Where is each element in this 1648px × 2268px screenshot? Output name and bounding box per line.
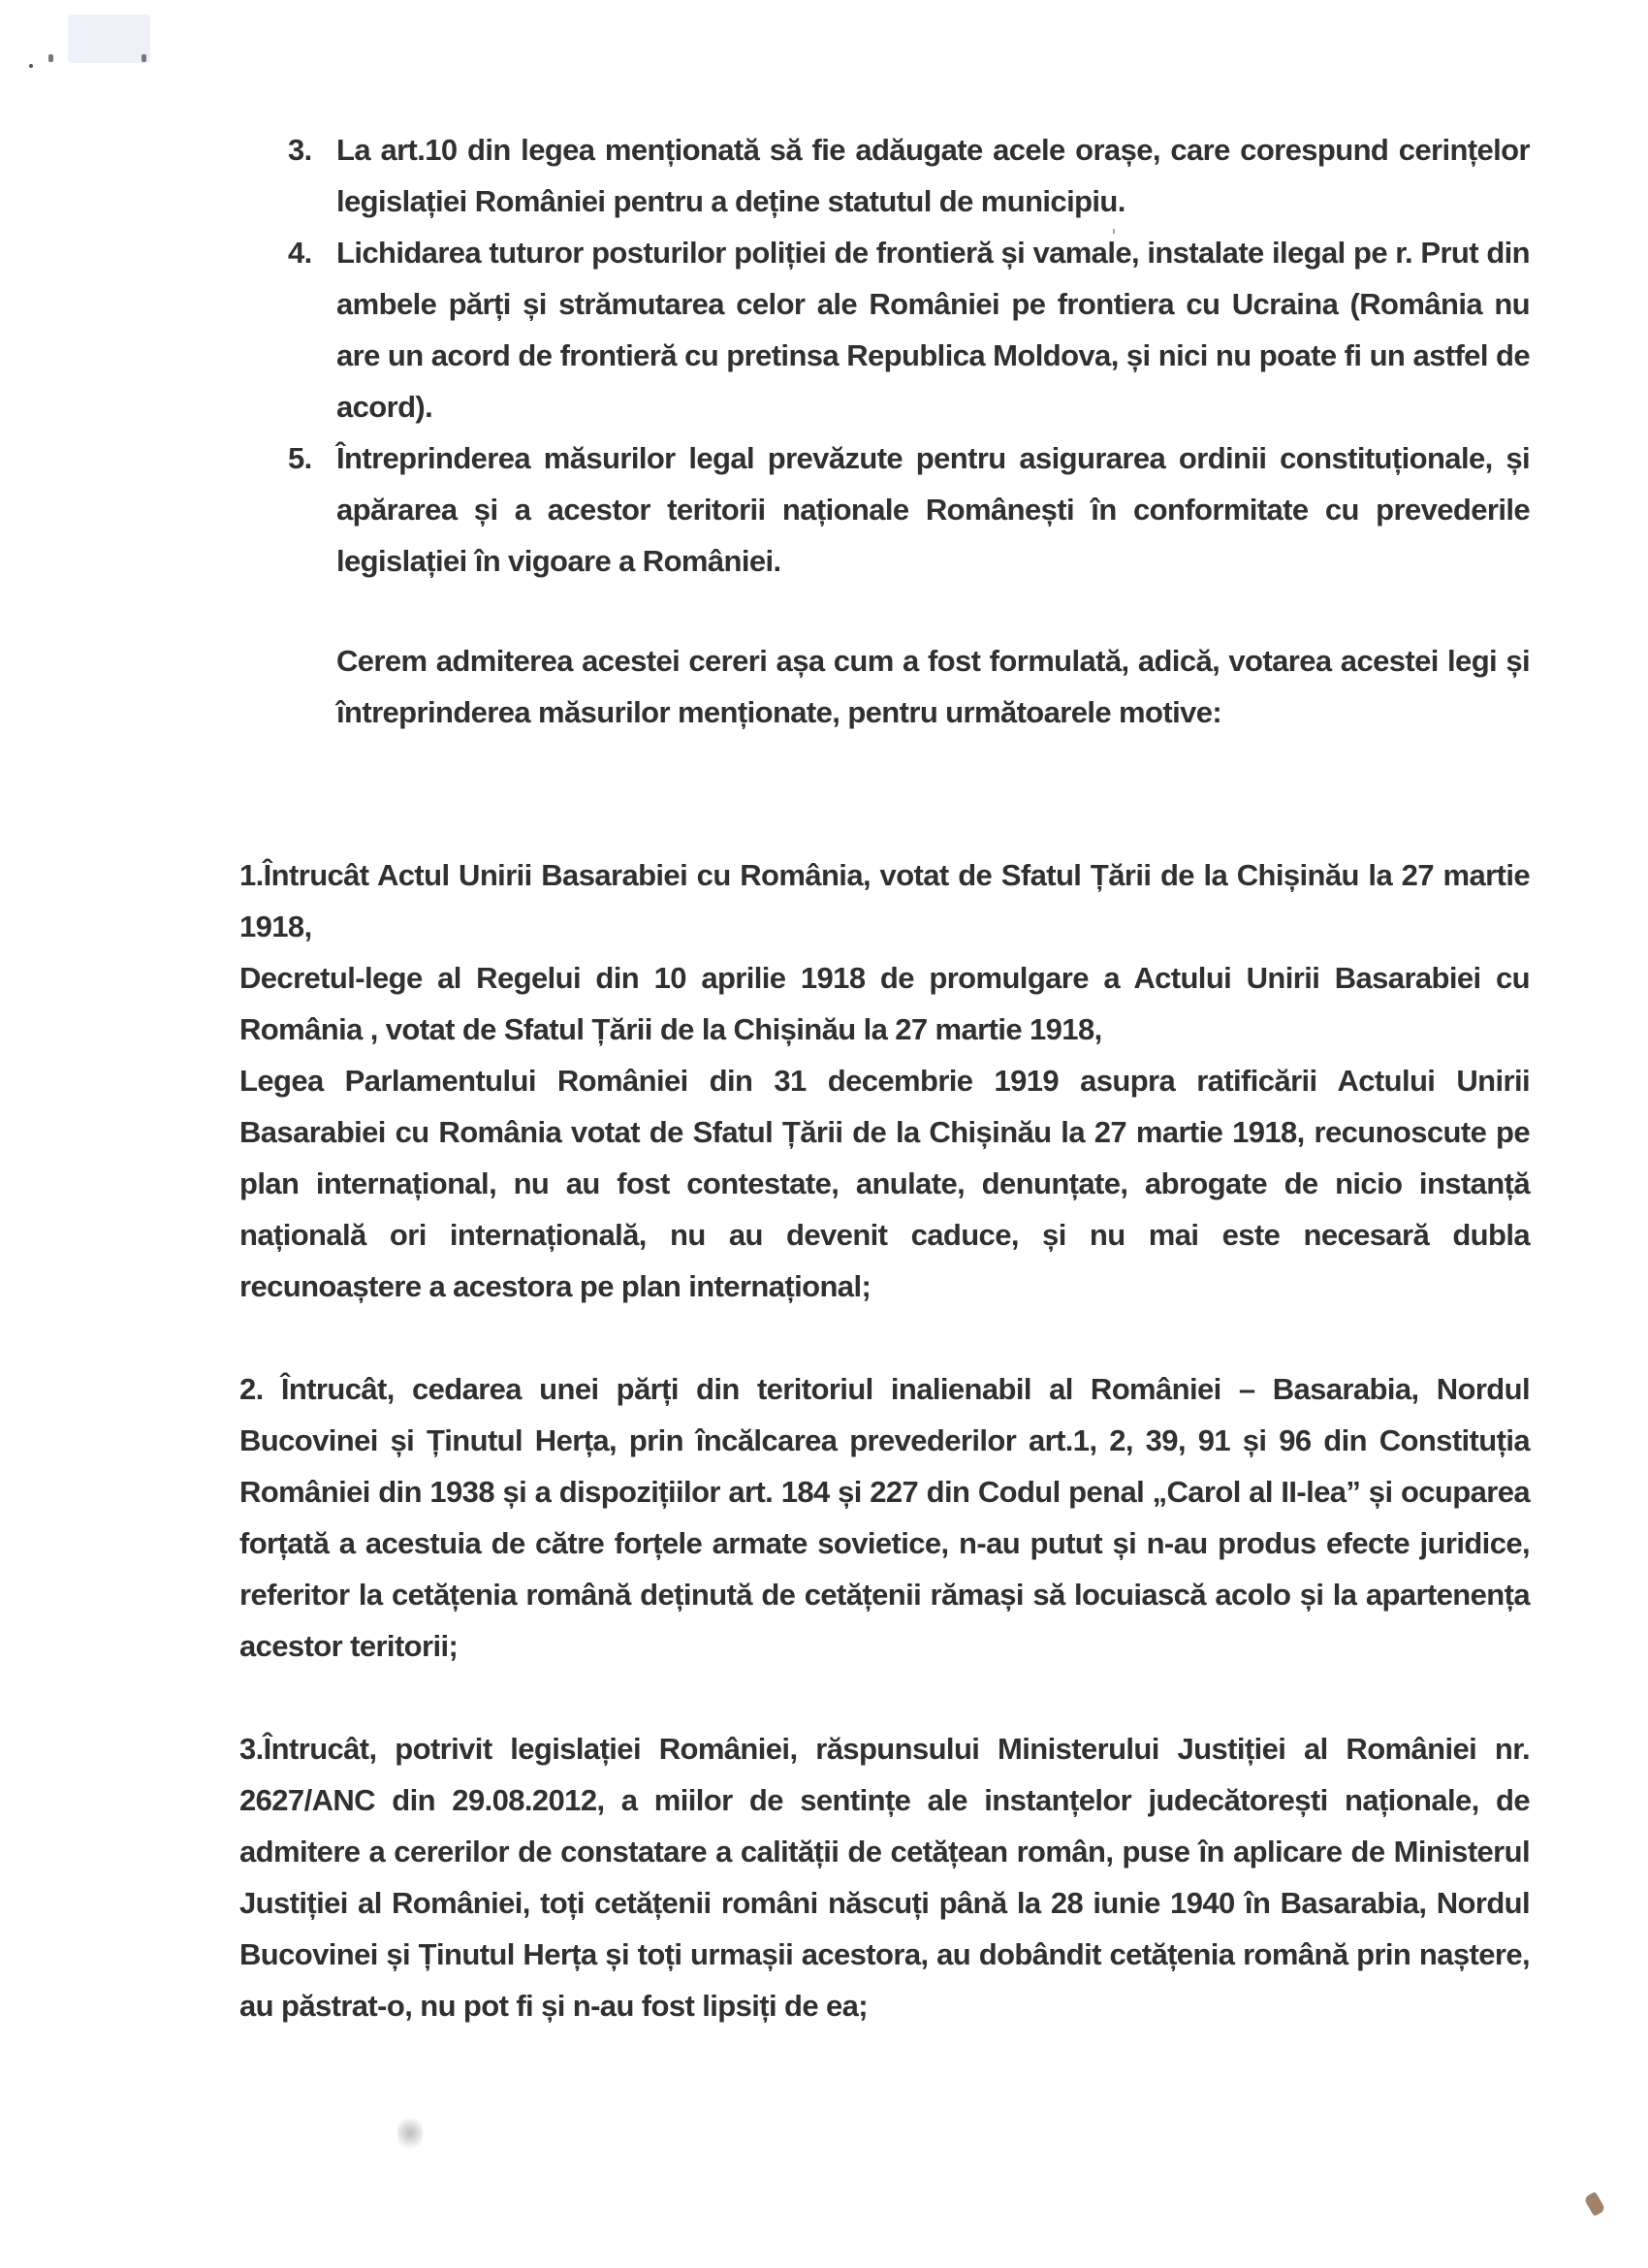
reason-paragraph-1 (239, 849, 1530, 1312)
reason-line: Legea Parlamentului României din 31 decembrie 1919 asupra ratificării Actului Unirii Basarabiei cu România votat de Sfatul Țării de la Chișinău la 27 martie 1918, recunoscute pe plan internațional, nu au fost contestate, anulate, denunțate, abrogate de nicio instanță națională ori internațională, nu au devenit caduce, și nu mai este necesară dubla recunoaștere a acestora pe plan internațional; (239, 1064, 1530, 1303)
demands-list (288, 124, 1530, 587)
list-item (288, 432, 1530, 587)
list-item-text: La art.10 din legea menționată să fie adăugate acele orașe, care corespund cerințelor legislației României pentru a deține statutul de municipiu. (336, 133, 1530, 218)
scan-speck (48, 54, 53, 62)
list-item-number: 5. (288, 441, 312, 475)
scan-speck (142, 54, 146, 62)
reason-paragraph-3 (239, 1723, 1530, 2031)
scan-smudge (68, 15, 150, 63)
reason-line: Decretul-lege al Regelui din 10 aprilie 1918 de promulgare a Actului Unirii Basarabiei cu România , votat de Sfatul Țării de la Chișinău la 27 martie 1918, (239, 961, 1530, 1046)
scan-mark (1583, 2191, 1605, 2217)
list-item (288, 124, 1530, 227)
list-item-text: Lichidarea tuturor posturilor poliției de frontieră și vamale, instalate ilegal pe r. Prut din ambele părți și strămutarea celor ale României pe frontiera cu Ucraina (România nu are un acord de frontieră cu pretinsa Republica Moldova, și nici nu poate fi un astfel de acord). (336, 236, 1530, 424)
request-paragraph: Cerem admiterea acestei cereri așa cum a fost formulată, adică, votarea acestei legi și întreprinderea măsurilor menționate, pentru următoarele motive: (336, 644, 1530, 729)
scan-speck (29, 64, 33, 68)
reasons-section (239, 849, 1530, 2083)
scan-smudge (397, 2114, 423, 2153)
reason-line: 1.Întrucât Actul Unirii Basarabiei cu România, votat de Sfatul Țării de la Chișinău la 27 martie 1918, (239, 858, 1530, 943)
list-item-number: 3. (288, 133, 312, 167)
list-item (288, 227, 1530, 432)
reason-line: 3.Întrucât, potrivit legislației României, răspunsului Ministerului Justiției al României nr. 2627/ANC din 29.08.2012, a miilor de sentințe ale instanțelor judecătorești naționale, de admitere a cererilor de constatare a calității de cetățean român, puse în aplicare de Ministerul Justiției al României, toți cetățenii români născuți până la 28 iunie 1940 în Basarabia, Nordul Bucovinei și Ținutul Herța și toți urmașii acestora, au dobândit cetățenia română prin naștere, au păstrat-o, nu pot fi și n-au fost lipsiți de ea; (239, 1732, 1530, 2023)
reason-line: 2. Întrucât, cedarea unei părți din teritoriul inalienabil al României – Basarabia, Nordul Bucovinei și Ținutul Herța, prin încălcarea prevederilor art.1, 2, 39, 91 și 96 din Constituția României din 1938 și a dispozițiilor art. 184 și 227 din Codul penal „Carol al II-lea” și ocuparea forțată a acestuia de către forțele armate sovietice, n-au putut și n-au produs efecte juridice, referitor la cetățenia română deținută de cetățenii rămași să locuiască acolo și la apartenența acestor teritorii; (239, 1372, 1530, 1663)
list-item-number: 4. (288, 236, 312, 270)
list-item-text: Întreprinderea măsurilor legal prevăzute pentru asigurarea ordinii constituționale, și apărarea și a acestor teritorii naționale Românești în conformitate cu prevederile legislației în vigoare a României. (336, 441, 1530, 578)
reason-paragraph-2 (239, 1363, 1530, 1672)
